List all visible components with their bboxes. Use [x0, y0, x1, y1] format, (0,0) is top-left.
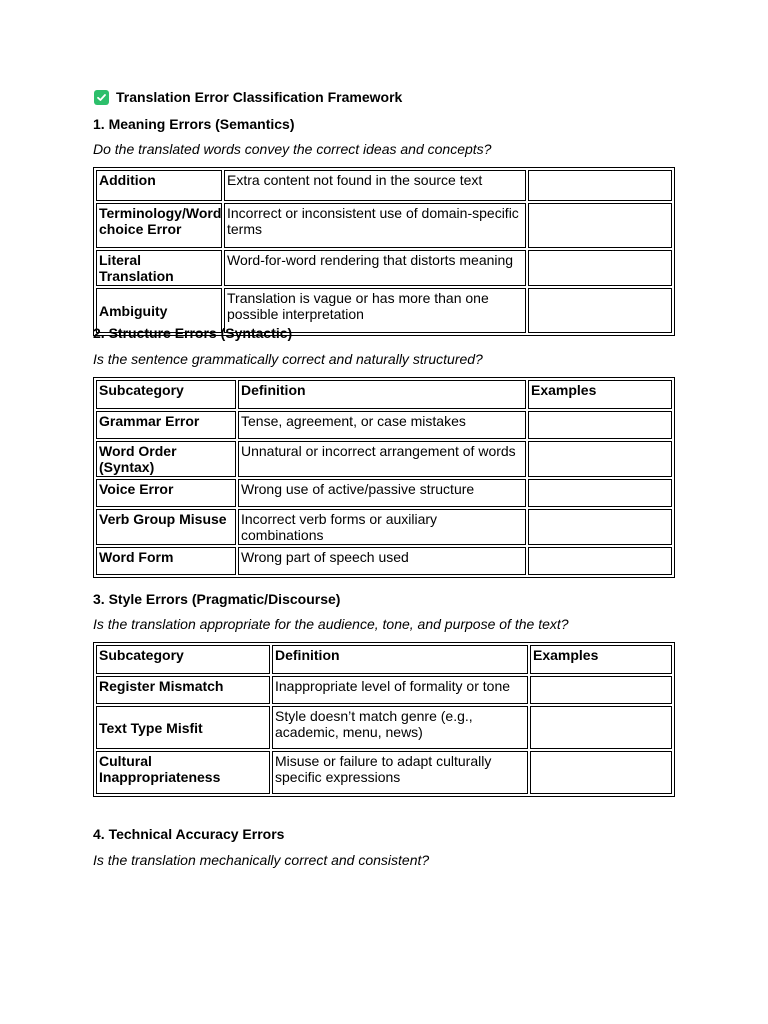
table-header-row: [96, 380, 672, 409]
definition-cell: Word-for-word rendering that distorts meaning: [224, 250, 526, 286]
definition-cell: Incorrect or inconsistent use of domain-specific terms: [224, 203, 526, 248]
table-row: [96, 411, 672, 439]
table-row: [96, 547, 672, 575]
table-header-row: [96, 645, 672, 674]
header-definition: Definition: [272, 645, 528, 674]
header-subcategory: Subcategory: [96, 380, 236, 409]
definition-cell: Style doesn’t match genre (e.g., academic, menu, news): [272, 706, 528, 749]
doc-title: Translation Error Classification Framework: [116, 89, 403, 105]
section-2-question: Is the sentence grammatically correct and naturally structured?: [93, 351, 483, 367]
definition-cell: Misuse or failure to adapt culturally specific expressions: [272, 751, 528, 794]
subcategory-cell: Cultural Inappropriateness: [96, 751, 270, 794]
table-row: [96, 441, 672, 477]
header-examples: Examples: [528, 380, 672, 409]
subcategory-cell: Terminology/Word choice Error: [96, 203, 222, 248]
subcategory-cell: Grammar Error: [96, 411, 236, 439]
table-row: [96, 751, 672, 794]
table-row: [96, 170, 672, 201]
subcategory-cell: Ambiguity: [96, 288, 222, 333]
table-row: [96, 479, 672, 507]
subcategory-cell: Word Form: [96, 547, 236, 575]
examples-cell[interactable]: [528, 547, 672, 575]
subcategory-cell: Word Order (Syntax): [96, 441, 236, 477]
section-3-heading: 3. Style Errors (Pragmatic/Discourse): [93, 591, 341, 607]
subcategory-cell: Verb Group Misuse: [96, 509, 236, 545]
examples-cell[interactable]: [528, 250, 672, 286]
definition-cell: Inappropriate level of formality or tone: [272, 676, 528, 704]
examples-cell[interactable]: [528, 203, 672, 248]
subcategory-cell: Voice Error: [96, 479, 236, 507]
examples-cell[interactable]: [530, 751, 672, 794]
header-definition: Definition: [238, 380, 526, 409]
style-errors-table: [93, 642, 675, 797]
table-row: [96, 250, 672, 286]
table-row: [96, 203, 672, 248]
section-2-heading: 2. Structure Errors (Syntactic): [93, 325, 293, 341]
table-row: [96, 509, 672, 545]
definition-cell: Extra content not found in the source text: [224, 170, 526, 201]
examples-cell[interactable]: [528, 411, 672, 439]
examples-cell[interactable]: [528, 288, 672, 333]
subcategory-cell: Register Mismatch: [96, 676, 270, 704]
section-1-heading: 1. Meaning Errors (Semantics): [93, 116, 295, 132]
subcategory-cell: Text Type Misfit: [96, 706, 270, 749]
subcategory-cell: Literal Translation: [96, 250, 222, 286]
examples-cell[interactable]: [530, 706, 672, 749]
definition-cell: Wrong use of active/passive structure: [238, 479, 526, 507]
examples-cell[interactable]: [528, 509, 672, 545]
doc-title-row: [94, 88, 402, 106]
meaning-errors-table: [93, 167, 675, 336]
section-4-heading: 4. Technical Accuracy Errors: [93, 826, 285, 842]
table-row: [96, 676, 672, 704]
examples-cell[interactable]: [530, 676, 672, 704]
section-1-question: Do the translated words convey the correct ideas and concepts?: [93, 141, 492, 157]
check-mark-icon: [94, 90, 109, 105]
section-4-question: Is the translation mechanically correct and consistent?: [93, 852, 430, 868]
definition-cell: Wrong part of speech used: [238, 547, 526, 575]
header-examples: Examples: [530, 645, 672, 674]
examples-cell[interactable]: [528, 170, 672, 201]
definition-cell: Translation is vague or has more than one possible interpretation: [224, 288, 526, 333]
examples-cell[interactable]: [528, 441, 672, 477]
section-3-question: Is the translation appropriate for the audience, tone, and purpose of the text?: [93, 616, 569, 632]
definition-cell: Unnatural or incorrect arrangement of words: [238, 441, 526, 477]
examples-cell[interactable]: [528, 479, 672, 507]
definition-cell: Tense, agreement, or case mistakes: [238, 411, 526, 439]
structure-errors-table: [93, 377, 675, 578]
definition-cell: Incorrect verb forms or auxiliary combinations: [238, 509, 526, 545]
table-row: [96, 706, 672, 749]
subcategory-cell: Addition: [96, 170, 222, 201]
header-subcategory: Subcategory: [96, 645, 270, 674]
